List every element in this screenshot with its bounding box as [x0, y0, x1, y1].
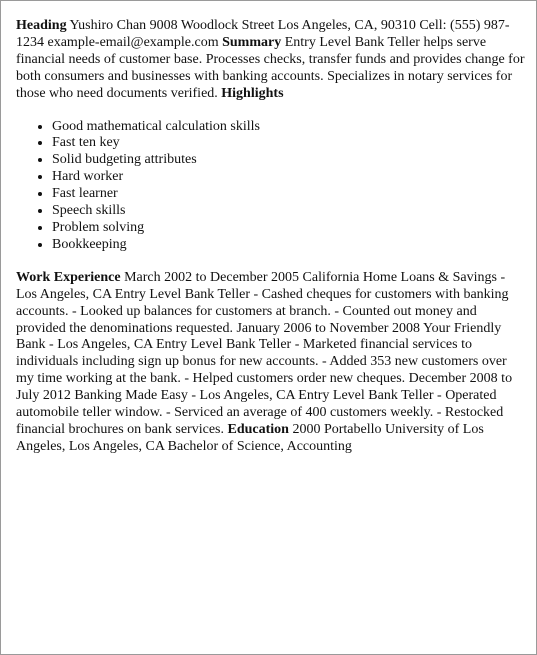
summary-label: Summary [222, 34, 282, 50]
highlights-list [16, 119, 526, 254]
highlight-item: • Solid budgeting attributes [52, 152, 526, 169]
education-text: 2000 Portabello University of Los Angeles, Los Angeles, CA Bachelor of Science, Accounting [16, 421, 484, 454]
highlight-item: • Good mathematical calculation skills [52, 119, 526, 136]
heading-text: Yushiro Chan 9008 Woodlock Street Los Angeles, CA, 90310 Cell: (555) 987-1234 example-email@example.com [16, 18, 510, 50]
highlight-item: • Fast learner [52, 186, 526, 203]
summary-text: Entry Level Bank Teller helps serve financial needs of customer base. Processes checks, transfer funds and provides change for both consumers and businesses with banking accounts. Specializes in notary services for those who need documents verified. [16, 34, 525, 101]
highlight-item: • Fast ten key [52, 135, 526, 152]
work-experience-text: March 2002 to December 2005 California Home Loans & Savings - Los Angeles, CA Entry Level Bank Teller - Cashed cheques for customers with banking accounts. - Looked up balances for customers at branch. - Counted out money and provided the denominations requested. January 2006 to November 2008 Your Friendly Bank - Los Angeles, CA Entry Level Bank Teller - Marketed financial services to individuals including sign up bonus for new accounts. - Added 353 new customers over my time working at the bank. - Helped customers order new cheques. December 2008 to July 2012 Banking Made Easy - Los Angeles, CA Entry Level Bank Teller - Operated automobile teller window. - Serviced an average of 400 customers weekly. - Restocked financial brochures on bank services. [16, 269, 513, 437]
highlights-label: Highlights [221, 85, 284, 101]
heading-label: Heading [16, 18, 67, 33]
intro-paragraph [16, 18, 526, 103]
experience-paragraph [16, 270, 526, 456]
highlight-item: • Hard worker [52, 169, 526, 186]
work-experience-label: Work Experience [16, 269, 121, 285]
highlight-item: • Speech skills [52, 203, 526, 220]
highlight-item: • Bookkeeping [52, 237, 526, 254]
highlight-item: • Problem solving [52, 220, 526, 237]
education-label: Education [227, 421, 289, 437]
